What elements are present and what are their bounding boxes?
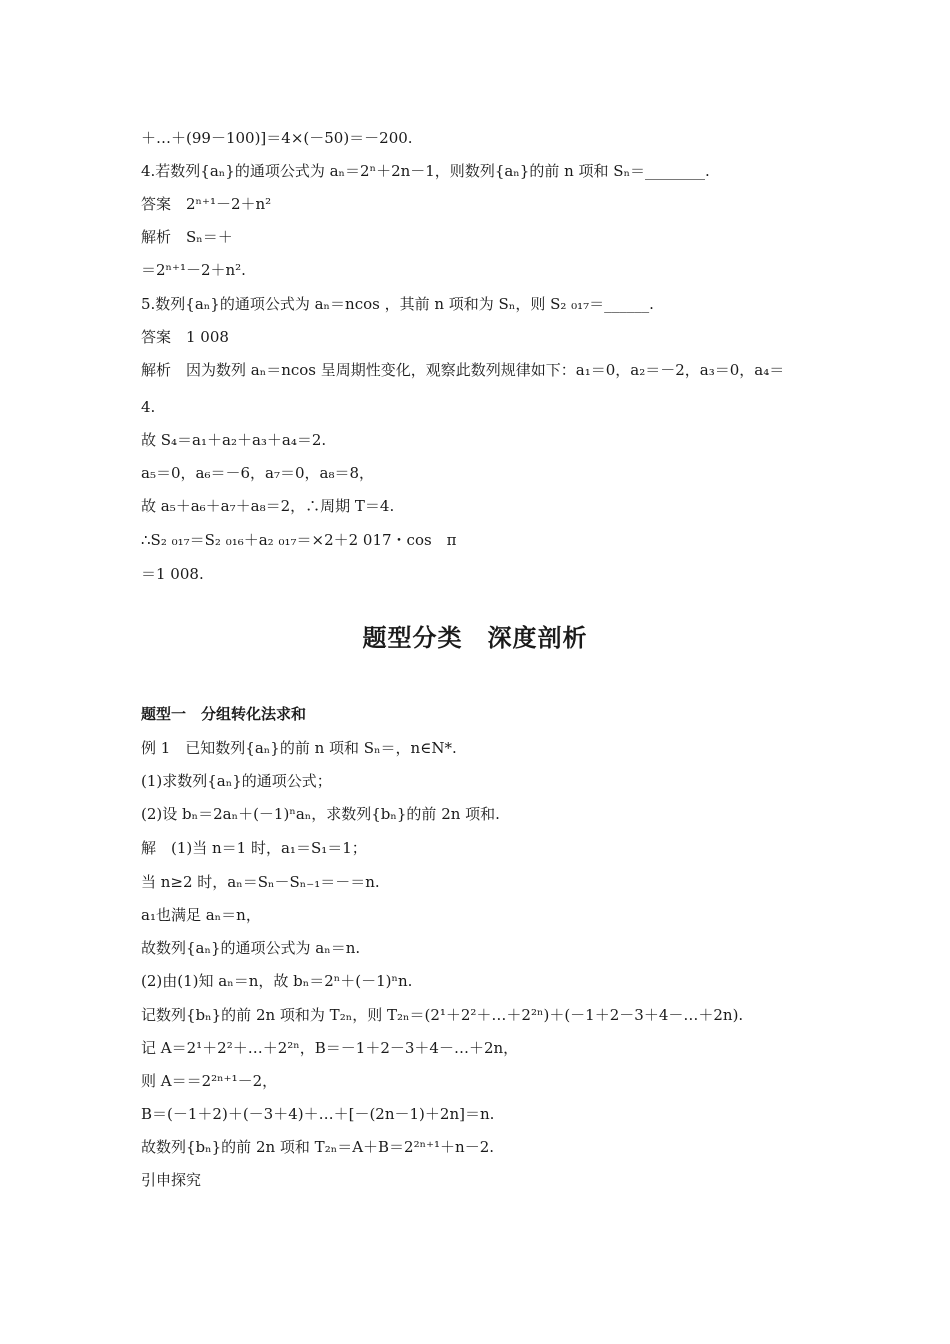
analysis-4: 解析 Sₙ＝＋ xyxy=(141,228,233,246)
answer-4: 答案 2ⁿ⁺¹－2＋n² xyxy=(141,195,272,213)
text-line: a₁也满足 aₙ＝n， xyxy=(141,906,261,924)
text-line: ＝1 008. xyxy=(141,565,204,583)
text-line: ＋…＋(99－100)]＝4×(－50)＝－200. xyxy=(141,129,413,147)
analysis-5: 解析 因为数列 aₙ＝ncos 呈周期性变化，观察此数列规律如下：a₁＝0，a₂＝－2，a₃＝0，a₄＝ xyxy=(141,361,785,379)
example-1: 例 1 已知数列{aₙ}的前 n 项和 Sₙ＝，n∈N*. xyxy=(141,739,457,757)
text-line: (1)求数列{aₙ}的通项公式； xyxy=(141,772,332,790)
text-line: a₅＝0，a₆＝－6，a₇＝0，a₈＝8， xyxy=(141,464,374,482)
text-line: ＝2ⁿ⁺¹－2＋n². xyxy=(141,261,246,279)
text-line: 故 a₅＋a₆＋a₇＋a₈＝2，∴周期 T＝4. xyxy=(141,497,395,515)
text-line: 4. xyxy=(141,398,156,416)
text-line: 则 A＝＝2²ⁿ⁺¹－2， xyxy=(141,1072,278,1090)
text-line: (2)设 bₙ＝2aₙ＋(－1)ⁿaₙ，求数列{bₙ}的前 2n 项和. xyxy=(141,805,500,823)
text-line: B＝(－1＋2)＋(－3＋4)＋…＋[－(2n－1)＋2n]＝n. xyxy=(141,1105,495,1123)
text-line: 引申探究 xyxy=(141,1171,202,1189)
text-line: 故 S₄＝a₁＋a₂＋a₃＋a₄＝2. xyxy=(141,431,327,449)
problem-4: 4.若数列{aₙ}的通项公式为 aₙ＝2ⁿ＋2n－1，则数列{aₙ}的前 n 项和 Sₙ＝________. xyxy=(141,162,710,180)
answer-5: 答案 1 008 xyxy=(141,328,229,346)
subheading: 题型一 分组转化法求和 xyxy=(141,705,307,723)
text-line: 故数列{aₙ}的通项公式为 aₙ＝n. xyxy=(141,939,361,957)
solution: 解 (1)当 n＝1 时，a₁＝S₁＝1； xyxy=(141,839,367,857)
text-line: (2)由(1)知 aₙ＝n，故 bₙ＝2ⁿ＋(－1)ⁿn. xyxy=(141,972,413,990)
text-line: ∴S₂ ₀₁₇＝S₂ ₀₁₆＋a₂ ₀₁₇＝×2＋2 017・cos π xyxy=(141,531,457,549)
text-line: 故数列{bₙ}的前 2n 项和 T₂ₙ＝A＋B＝2²ⁿ⁺¹＋n－2. xyxy=(141,1138,494,1156)
section-heading: 题型分类 深度剖析 xyxy=(362,624,588,652)
text-line: 记 A＝2¹＋2²＋…＋2²ⁿ，B＝－1＋2－3＋4－…＋2n， xyxy=(141,1039,519,1057)
text-line: 当 n≥2 时，aₙ＝Sₙ－Sₙ₋₁＝－＝n. xyxy=(141,873,380,891)
text-line: 记数列{bₙ}的前 2n 项和为 T₂ₙ，则 T₂ₙ＝(2¹＋2²＋…＋2²ⁿ)＋(－1＋2－3＋4－…＋2n). xyxy=(141,1006,744,1024)
problem-5: 5.数列{aₙ}的通项公式为 aₙ＝ncos ，其前 n 项和为 Sₙ，则 S₂ ₀₁₇＝______. xyxy=(141,295,654,313)
